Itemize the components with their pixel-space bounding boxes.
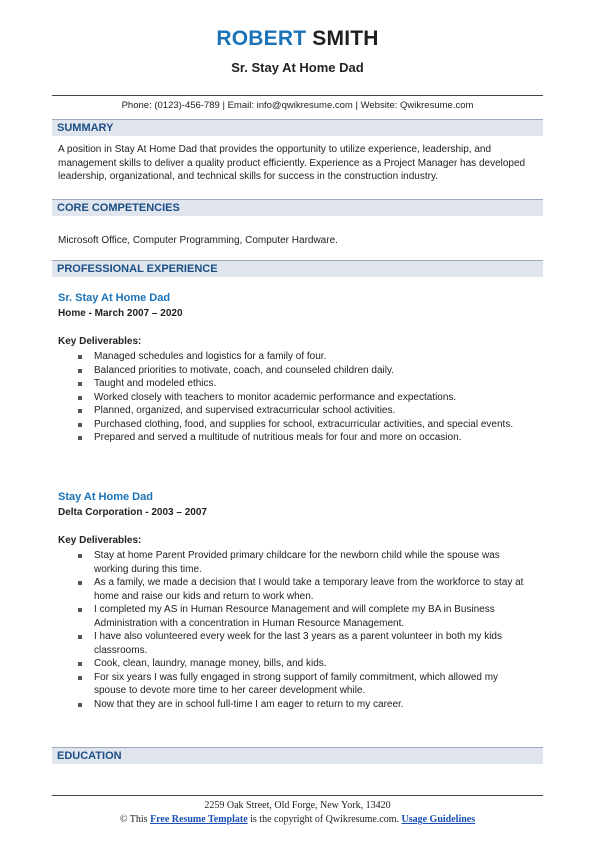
job-2-deliverables-label: Key Deliverables: bbox=[58, 535, 142, 546]
bullet-icon bbox=[78, 369, 82, 373]
bullet-icon bbox=[78, 436, 82, 440]
list-item: For six years I was fully engaged in strong support of family commitment, which allowed my spouse to devote more time to her career development while. bbox=[58, 671, 528, 698]
list-item: Managed schedules and logistics for a family of four. bbox=[58, 350, 528, 364]
list-item: I have also volunteered every week for the last 3 years as a parent volunteer in both my kids classrooms. bbox=[58, 630, 528, 657]
footer-address: 2259 Oak Street, Old Forge, New York, 13420 bbox=[204, 800, 391, 811]
bullet-icon bbox=[78, 554, 82, 558]
list-item: Stay at home Parent Provided primary childcare for the newborn child while the spouse was working during this time. bbox=[58, 549, 528, 576]
free-resume-template-link[interactable]: Free Resume Template bbox=[150, 814, 248, 825]
job-2-employer-dates: Delta Corporation - 2003 – 2007 bbox=[58, 507, 207, 518]
bullet-icon bbox=[78, 409, 82, 413]
bullet-icon bbox=[78, 355, 82, 359]
copyright-prefix: © This bbox=[119, 814, 151, 825]
usage-guidelines-link[interactable]: Usage Guidelines bbox=[401, 814, 476, 825]
job-1-deliverables-list bbox=[58, 350, 528, 445]
footer-divider bbox=[52, 795, 543, 796]
header-divider bbox=[52, 95, 543, 96]
summary-text: A position in Stay At Home Dad that provides the opportunity to utilize experience, leadership, and management skills to deliver a quality product efficiently. Experience as a Project Manager has developed leadership, organizational, and technical skills for success in the construction industry. bbox=[58, 144, 526, 182]
bullet-icon bbox=[78, 703, 82, 707]
bullet-icon bbox=[78, 382, 82, 386]
job-2-deliverables-list bbox=[58, 549, 528, 711]
last-name: SMITH bbox=[312, 27, 379, 50]
bullet-icon bbox=[78, 635, 82, 639]
list-item: As a family, we made a decision that I would take a temporary leave from the workforce to stay at home and raise our kids and return to work when. bbox=[58, 576, 528, 603]
footer-copyright bbox=[0, 814, 595, 825]
section-heading-education: EDUCATION bbox=[52, 747, 543, 764]
candidate-name bbox=[0, 27, 595, 51]
copyright-middle: is the copyright of Qwikresume.com. bbox=[247, 814, 402, 825]
bullet-icon bbox=[78, 608, 82, 612]
contact-line: Phone: (0123)-456-789 | Email: info@qwikresume.com | Website: Qwikresume.com bbox=[121, 100, 474, 111]
list-item: Worked closely with teachers to monitor academic performance and expectations. bbox=[58, 391, 528, 405]
list-item: I completed my AS in Human Resource Management and will complete my BA in Business Administration with a concentration in Human Resource Management. bbox=[58, 603, 528, 630]
list-item: Cook, clean, laundry, manage money, bills, and kids. bbox=[58, 657, 528, 671]
first-name: ROBERT bbox=[216, 27, 307, 50]
job-title-heading: Sr. Stay At Home Dad bbox=[231, 60, 364, 75]
section-heading-experience: PROFESSIONAL EXPERIENCE bbox=[52, 260, 543, 277]
job-2-title: Stay At Home Dad bbox=[58, 491, 153, 503]
job-1-employer-dates: Home - March 2007 – 2020 bbox=[58, 308, 183, 319]
bullet-icon bbox=[78, 423, 82, 427]
bullet-icon bbox=[78, 676, 82, 680]
bullet-icon bbox=[78, 396, 82, 400]
list-item: Planned, organized, and supervised extracurricular school activities. bbox=[58, 404, 528, 418]
list-item: Prepared and served a multitude of nutritious meals for four and more on occasion. bbox=[58, 431, 528, 445]
competencies-text: Microsoft Office, Computer Programming, Computer Hardware. bbox=[58, 235, 338, 246]
list-item: Now that they are in school full-time I am eager to return to my career. bbox=[58, 698, 528, 712]
bullet-icon bbox=[78, 662, 82, 666]
list-item: Balanced priorities to motivate, coach, and counseled children daily. bbox=[58, 364, 528, 378]
job-1-deliverables-label: Key Deliverables: bbox=[58, 336, 142, 347]
section-heading-summary: SUMMARY bbox=[52, 119, 543, 136]
list-item: Taught and modeled ethics. bbox=[58, 377, 528, 391]
section-heading-competencies: CORE COMPETENCIES bbox=[52, 199, 543, 216]
bullet-icon bbox=[78, 581, 82, 585]
list-item: Purchased clothing, food, and supplies for school, extracurricular activities, and special events. bbox=[58, 418, 528, 432]
job-1-title: Sr. Stay At Home Dad bbox=[58, 292, 171, 304]
